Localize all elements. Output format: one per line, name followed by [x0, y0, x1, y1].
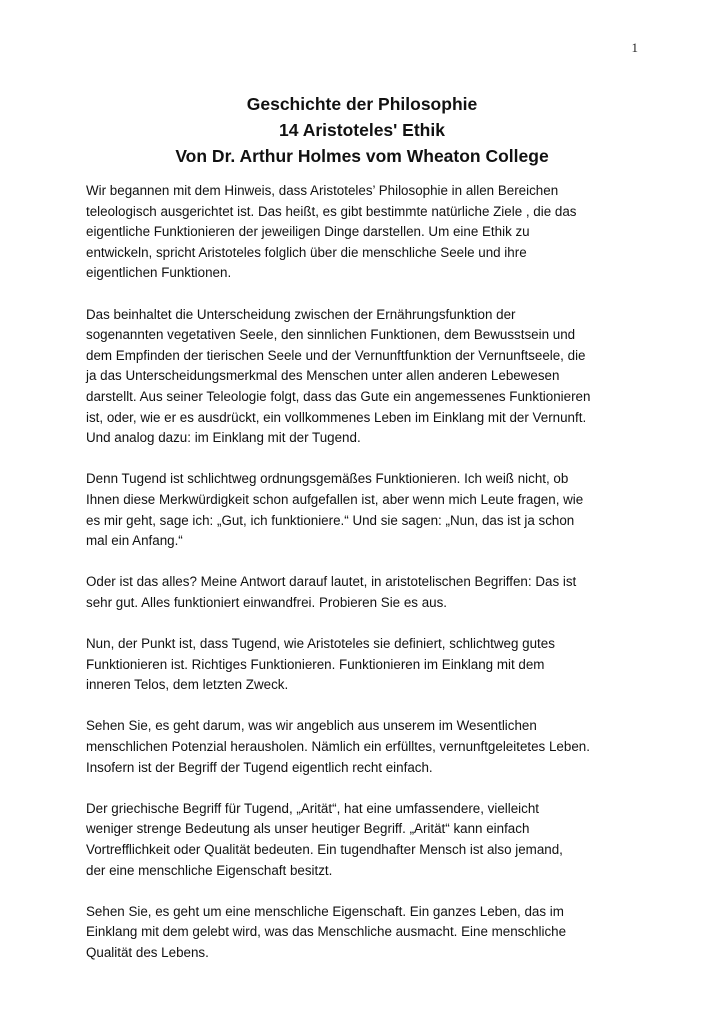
page-number: 1 [631, 40, 638, 55]
paragraph [86, 799, 646, 881]
document-title [86, 91, 638, 169]
paragraph [86, 634, 646, 696]
paragraph-line: Nun, der Punkt ist, dass Tugend, wie Aristoteles sie definiert, schlichtweg gutes [86, 636, 555, 652]
paragraph-line: Der griechische Begriff für Tugend, „Arität“, hat eine umfassendere, vielleicht [86, 800, 540, 816]
paragraph-line: der eine menschliche Eigenschaft besitzt. [86, 862, 333, 878]
paragraph [86, 181, 646, 284]
title-line-3: Von Dr. Arthur Holmes vom Wheaton College [175, 146, 549, 166]
paragraph-line: es mir geht, sage ich: „Gut, ich funktioniere.“ Und sie sagen: „Nun, das ist ja schon [86, 512, 575, 528]
paragraph-line: ja das Unterscheidungsmerkmal des Menschen unter allen anderen Lebewesen [86, 368, 560, 384]
paragraph-line: Sehen Sie, es geht um eine menschliche Eigenschaft. Ein ganzes Leben, das im [86, 903, 564, 919]
paragraph-line: inneren Telos, dem letzten Zweck. [86, 677, 289, 693]
paragraph-line: sogenannten vegetativen Seele, den sinnlichen Funktionen, dem Bewusstsein und [86, 327, 576, 343]
paragraph-line: Insofern ist der Begriff der Tugend eigentlich recht einfach. [86, 759, 433, 775]
paragraph-line: Sehen Sie, es geht darum, was wir angeblich aus unserem im Wesentlichen [86, 718, 537, 734]
paragraph-line: teleologisch ausgerichtet ist. Das heißt, es gibt bestimmte natürliche Ziele , die das [86, 203, 577, 219]
paragraph [86, 305, 646, 449]
paragraph-line: weniger strenge Bedeutung als unser heutiger Begriff. „Arität“ kann einfach [86, 821, 530, 837]
paragraph-line: eigentlichen Funktionen. [86, 265, 232, 281]
paragraph-line: Funktionieren ist. Richtiges Funktionieren. Funktionieren im Einklang mit dem [86, 656, 545, 672]
paragraph [86, 469, 646, 551]
paragraph-line: menschlichen Potenzial herausholen. Nämlich ein erfülltes, vernunftgeleitetes Leben. [86, 739, 590, 755]
paragraph-line: Ihnen diese Merkwürdigkeit schon aufgefallen ist, aber wenn mich Leute fragen, wie [86, 491, 584, 507]
paragraph-line: mal ein Anfang.“ [86, 533, 183, 549]
paragraph-line: darstellt. Aus seiner Teleologie folgt, dass das Gute ein angemessenes Funktionieren [86, 388, 591, 404]
paragraph-line: Wir begannen mit dem Hinweis, dass Aristoteles’ Philosophie in allen Bereichen [86, 183, 559, 198]
paragraph [86, 716, 646, 778]
paragraph-line: Denn Tugend ist schlichtweg ordnungsgemäßes Funktionieren. Ich weiß nicht, ob [86, 471, 569, 487]
paragraph [86, 902, 646, 964]
paragraph-line: Oder ist das alles? Meine Antwort darauf lautet, in aristotelischen Begriffen: Das ist [86, 574, 577, 590]
paragraph-line: sehr gut. Alles funktioniert einwandfrei. Probieren Sie es aus. [86, 594, 448, 610]
paragraph [86, 572, 646, 613]
title-line-1: Geschichte der Philosophie [246, 94, 478, 114]
paragraph-line: eigentliche Funktionieren der jeweiligen Dinge darstellen. Um eine Ethik zu [86, 224, 530, 240]
paragraph-line: dem Empfinden der tierischen Seele und der Vernunftfunktion der Vernunftseele, die [86, 347, 586, 363]
paragraph-line: entwickeln, spricht Aristoteles folglich über die menschliche Seele und ihre [86, 244, 527, 260]
paragraph-line: Und analog dazu: im Einklang mit der Tugend. [86, 430, 361, 446]
paragraph-line: Vortrefflichkeit oder Qualität bedeuten. Ein tugendhafter Mensch ist also jemand, [86, 842, 563, 857]
title-line-2: 14 Aristoteles' Ethik [279, 120, 445, 140]
document-body [86, 181, 646, 984]
paragraph-line: Das beinhaltet die Unterscheidung zwischen der Ernährungsfunktion der [86, 306, 516, 322]
paragraph-line: Qualität des Lebens. [86, 944, 209, 960]
paragraph-line: Einklang mit dem gelebt wird, was das Menschliche ausmacht. Eine menschliche [86, 924, 567, 940]
paragraph-line: ist, oder, wie er es ausdrückt, ein vollkommenes Leben im Einklang mit der Vernunft. [86, 409, 587, 425]
